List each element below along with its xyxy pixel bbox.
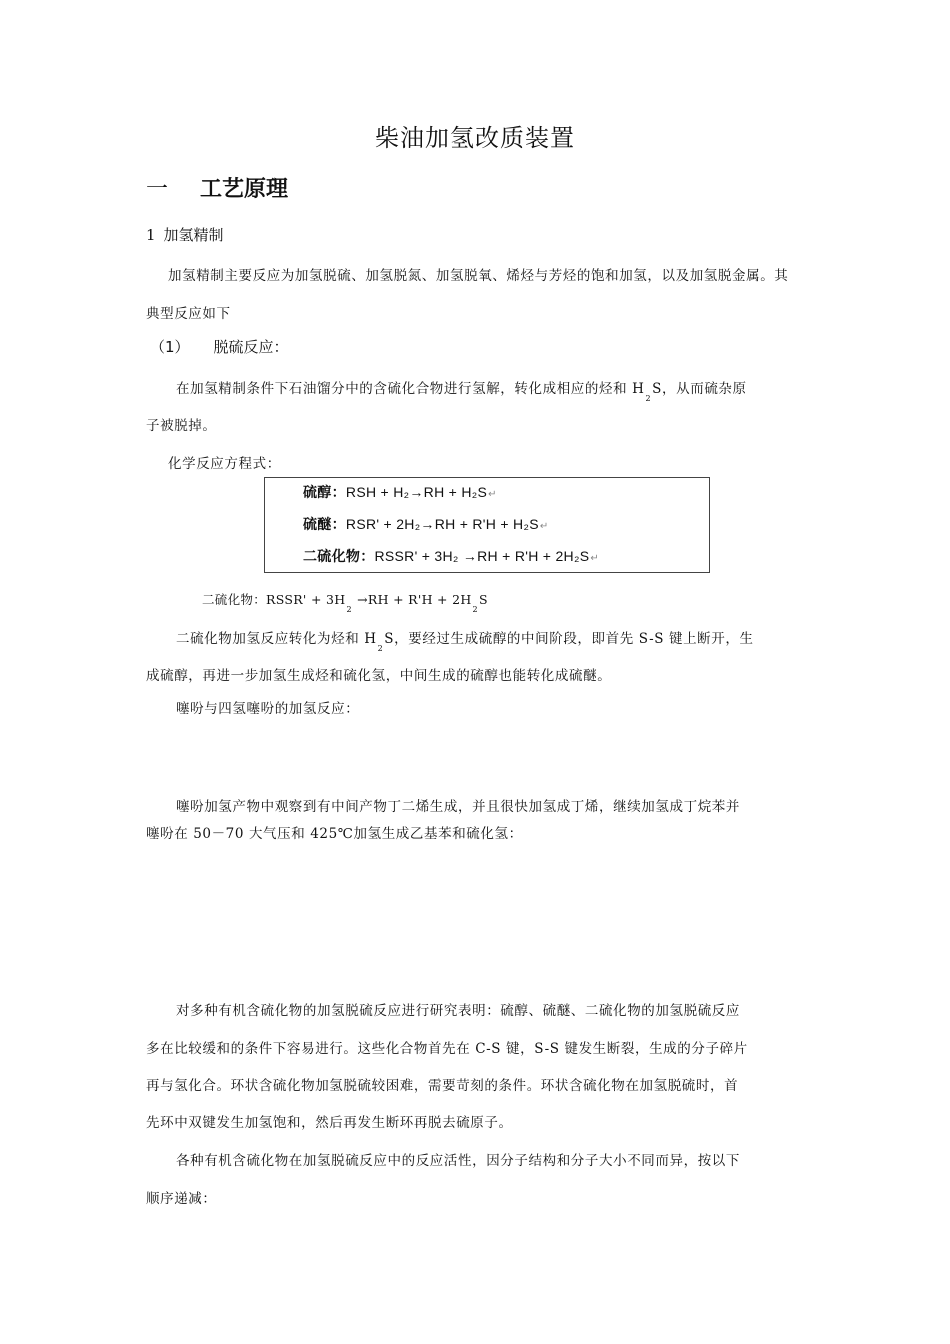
- paragraph-line: 先环中双键发生加氢饱和，然后再发生断环再脱去硫原子。: [146, 1115, 513, 1131]
- subsection-title: 加氢精制: [163, 226, 224, 244]
- paragraph-line: 噻吩在 50－70 大气压和 425℃加氢生成乙基苯和硫化氢：: [146, 826, 523, 842]
- paragraph-line: 子被脱掉。: [146, 418, 217, 434]
- return-mark-icon: ↵: [488, 489, 497, 500]
- paragraph-line: 再与氢化合。环状含硫化物加氢脱硫较困难，需要苛刻的条件。环状含硫化物在加氢脱硫时，首: [146, 1078, 739, 1094]
- equation-image-box: [264, 477, 710, 573]
- subsection-heading: [146, 224, 224, 245]
- disulfide-formula: 二硫化物：RSSR' + $3H_2 \to RH + R'H + 2H_2S$: [202, 592, 488, 614]
- paragraph-line: 噻吩加氢产物中观察到有中间产物丁二烯生成，并且很快加氢成丁烯，继续加氢成丁烷苯并: [176, 799, 740, 815]
- paragraph-line: 加氢精制主要反应为加氢脱硫、加氢脱氮、加氢脱氧、烯烃与芳烃的饱和加氢，以及加氢脱金属。其: [168, 268, 789, 284]
- paragraph-line: 对多种有机含硫化物的加氢脱硫反应进行研究表明：硫醇、硫醚、二硫化物的加氢脱硫反应: [176, 1003, 740, 1019]
- equation-thioether: 硫醚：RSR' + 2H₂→RH + R'H + H₂S↵: [303, 516, 549, 532]
- equation-disulfide: 二硫化物：RSSR' + 3H₂ →RH + R'H + 2H₂S↵: [303, 548, 600, 564]
- section-number: 一: [146, 177, 169, 202]
- return-mark-icon: ↵: [539, 521, 549, 532]
- equation-thiol: 硫醇：RSH + H₂→RH + H₂S↵: [303, 484, 497, 500]
- paragraph-line: 典型反应如下: [146, 306, 231, 322]
- paragraph-line: 成硫醇，再进一步加氢生成烃和硫化氢，中间生成的硫醇也能转化成硫醚。: [146, 668, 612, 684]
- return-mark-icon: ↵: [590, 553, 600, 564]
- paragraph-line: 多在比较缓和的条件下容易进行。这些化合物首先在 C-S 键，S-S 键发生断裂，生成的分子碎片: [146, 1041, 748, 1057]
- section-heading: 工艺原理: [200, 177, 289, 202]
- paragraph-line: 各种有机含硫化物在加氢脱硫反应中的反应活性，因分子结构和分子大小不同而异，按以下: [176, 1153, 740, 1169]
- subsection-number: 1: [146, 226, 156, 244]
- sub-subsection-title: 脱硫反应：: [213, 338, 289, 356]
- paragraph-line: 在加氢精制条件下石油馏分中的含硫化合物进行氢解，转化成相应的烃和 $H_2S$，从而硫杂原: [176, 381, 747, 403]
- paragraph-line: 二硫化物加氢反应转化为烃和 $H_2S$，要经过生成硫醇的中间阶段，即首先 S-S 键上断开，生: [176, 631, 754, 653]
- sub-subsection-heading: [150, 336, 289, 357]
- paragraph-line: 顺序递减：: [146, 1191, 217, 1207]
- sub-subsection-number: （1）: [150, 338, 190, 356]
- paragraph-line: 噻吩与四氢噻吩的加氢反应：: [176, 701, 360, 717]
- equation-intro: 化学反应方程式：: [168, 456, 281, 472]
- document-title: 柴油加氢改质装置: [375, 124, 575, 152]
